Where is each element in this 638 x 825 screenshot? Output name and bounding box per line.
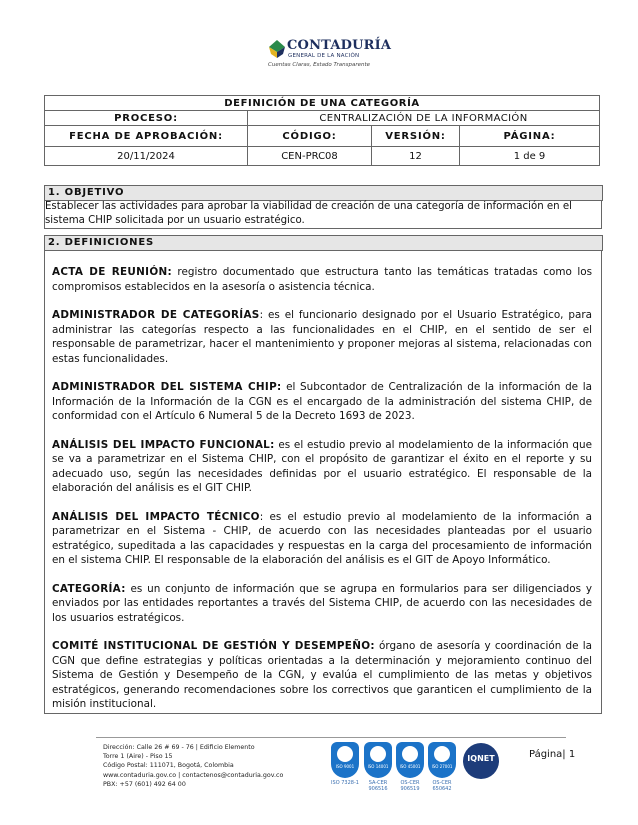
footer-address	[103, 743, 283, 789]
address-line: PBX: +57 (601) 492 64 00	[103, 780, 186, 788]
definiciones-heading: 2. DEFINICIONES	[44, 235, 603, 251]
certification-code: ISO 7328-1	[331, 780, 359, 786]
logo	[268, 38, 392, 70]
certification-seal-icon	[402, 746, 418, 762]
certification-seal-icon	[434, 746, 450, 762]
certification-code: OS-CER 650642	[432, 780, 452, 792]
definition-item	[52, 639, 592, 712]
certification-code: SA-CER 906516	[368, 780, 388, 792]
certification-code: OS-CER 906519	[400, 780, 420, 792]
document-info-table	[44, 95, 600, 166]
definition-text: : es el funcionario designado por el Usuario Estratégico, para administrar las categorías respecto a las funcionalidades en el CHIP, en el sentido de ser el responsable de parametrizar, hacer el mantenimiento y proponer mejoras al sistema, relacionadas con estas funcionalidades.	[52, 309, 592, 365]
definition-text: registro documentado que estructura tanto las temáticas tratadas como los compromisos establecidos en la asesoría o asistencia técnica.	[52, 266, 592, 293]
definition-term: COMITÉ INSTITUCIONAL DE GESTIÓN Y DESEMPEÑO:	[52, 640, 375, 652]
address-line: www.contaduria.gov.co | contactenos@contaduria.gov.co	[103, 771, 284, 779]
codigo-value: CEN-PRC08	[248, 147, 372, 166]
address-line: Torre 1 (Aire) - Piso 15	[103, 753, 173, 761]
pagina-label: PÁGINA:	[460, 126, 600, 147]
codigo-label: CÓDIGO:	[248, 126, 372, 147]
fecha-value: 20/11/2024	[45, 147, 248, 166]
fecha-label: FECHA DE APROBACIÓN:	[45, 126, 248, 147]
certification-badge	[396, 742, 424, 778]
objetivo-text: Establecer las actividades para aprobar la viabilidad de creación de una categoría de información en el sistema CHIP solicitada por un usuario estratégico.	[45, 201, 572, 226]
definition-text: es un conjunto de información que se agrupa en formularios para ser diligenciados y enviados por las entidades reportantes a través del Sistema CHIP, de acuerdo con las necesidades de los usuarios estratégicos.	[52, 582, 592, 624]
pagina-value: 1 de 9	[460, 147, 600, 166]
logo-subtitle: GENERAL DE LA NACIÓN	[288, 53, 360, 59]
definition-text: órgano de asesoría y coordinación de la CGN que define estrategias y políticas orientadas a la determinación y mejoramiento continuo del Sistema de Gestión y Desempeño de la CGN, y evalúa el cumplimiento de las metas y objetivos estratégicos, generando recomendaciones sobre los correctivos que garanticen el cumplimiento de la misión institucional.	[52, 640, 592, 710]
definition-term: ADMINISTRADOR DE CATEGORÍAS	[52, 309, 260, 321]
definiciones-list	[52, 265, 592, 726]
definition-item	[52, 510, 592, 568]
definition-item	[52, 265, 592, 294]
definition-item	[52, 380, 592, 424]
proceso-value: CENTRALIZACIÓN DE LA INFORMACIÓN	[248, 111, 600, 126]
certification-seal-icon	[370, 746, 386, 762]
address-line: Código Postal: 111071, Bogotá, Colombia	[103, 762, 234, 770]
definition-term: ADMINISTRADOR DEL SISTEMA CHIP:	[52, 381, 282, 393]
definition-text: el Subcontador de Centralización de la información de la Información de la Información de la CGN es el encargado de la administración del sistema CHIP, de conformidad con el Artículo 6 Numeral 5 de la Decreto 1693 de 2023.	[52, 381, 592, 422]
objetivo-section	[44, 200, 602, 229]
certification-badge	[428, 742, 456, 778]
version-label: VERSIÓN:	[372, 126, 460, 147]
certification-badge-label: ISO 14001	[367, 764, 389, 769]
page-number: Página| 1	[529, 749, 576, 760]
certification-badge-label: ISO 9001	[335, 764, 355, 769]
footer-divider	[96, 737, 566, 738]
certification-seal-icon	[337, 746, 353, 762]
certification-badge-label: ISO 45001	[399, 764, 421, 769]
definition-item	[52, 582, 592, 626]
definition-item	[52, 308, 592, 366]
certification-badge	[364, 742, 392, 778]
logo-mark-icon	[268, 40, 286, 60]
definition-text: : es el estudio previo al modelamiento de la información a parametrizar en el Sistema - CHIP, de acuerdo con las necesidades planteadas por el usuario estratégico, supeditada a las capacidades y respuestas en la carga del procesamiento de información en el sistema CHIP. El responsable de la elaboración del análisis es el GIT de Apoyo Informático.	[52, 510, 592, 566]
certification-badge-label: ISO 27001	[431, 764, 453, 769]
definition-term: ANÁLISIS DEL IMPACTO FUNCIONAL:	[52, 438, 275, 451]
definition-term: ANÁLISIS DEL IMPACTO TÉCNICO	[52, 510, 260, 523]
proceso-label: PROCESO:	[45, 111, 248, 126]
address-line: Dirección: Calle 26 # 69 - 76 | Edificio Elemento	[103, 744, 255, 751]
definition-item	[52, 438, 592, 496]
definition-term: CATEGORÍA:	[52, 582, 126, 595]
logo-tagline: Cuentas Claras, Estado Transparente	[268, 62, 370, 68]
document-title: DEFINICIÓN DE UNA CATEGORÍA	[45, 96, 600, 111]
objetivo-heading: 1. OBJETIVO	[44, 185, 603, 201]
version-value: 12	[372, 147, 460, 166]
definition-term: ACTA DE REUNIÓN:	[52, 266, 172, 278]
iqnet-badge: IQNET	[463, 743, 499, 779]
definition-text: es el estudio previo al modelamiento de la información que se va a parametrizar en el Sistema CHIP, con el propósito de garantizar el éxito en el reporte y su adecuado uso, según las necesidades definidas por el usuario estratégico. El responsable de la elaboración del análisis es el GIT CHIP.	[52, 438, 592, 494]
logo-name: CONTADURÍA	[287, 38, 392, 53]
certification-badge	[331, 742, 359, 778]
